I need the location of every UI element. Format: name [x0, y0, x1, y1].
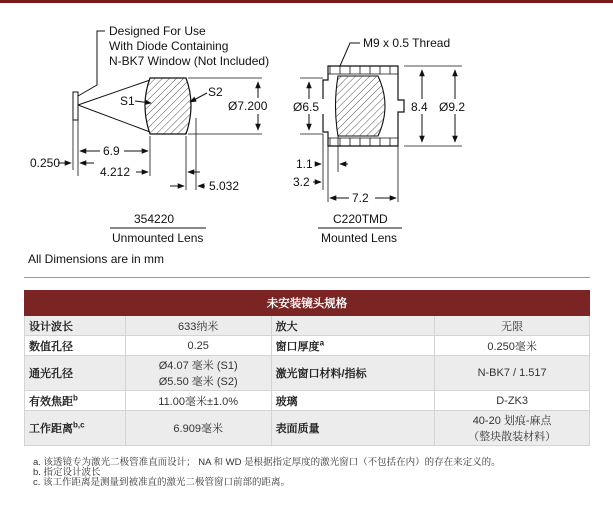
row-4-label-1: 有效焦距$^b$	[25, 391, 126, 411]
part-number-unmounted: 354220	[134, 212, 175, 226]
note-leader	[78, 31, 105, 96]
all-dimensions-note: All Dimensions are in mm	[28, 252, 165, 266]
dim-1-1-label: 1.1	[296, 157, 313, 171]
dia-9-2-label: Ø9.2	[439, 100, 466, 114]
dim-7-2-label: 7.2	[352, 191, 369, 205]
s1-label: S1	[120, 94, 135, 108]
dim-5-032: 5.032	[209, 179, 240, 193]
diode-window	[73, 92, 78, 120]
row-1-value-1: 633纳米	[125, 316, 271, 336]
spec-table	[24, 290, 590, 446]
aspheric-lens	[145, 78, 191, 134]
note-line-2: With Diode Containing	[109, 39, 229, 53]
dim-8-4-label: 8.4	[411, 100, 428, 114]
part-number-mounted: C220TMD	[333, 212, 388, 226]
footnote-c: c. 该工作距离是测量到被准直的激光二极管窗口前部的距离。	[33, 477, 291, 488]
row-3-value-1: Ø4.07 毫米 (S1) Ø5.50 毫米 (S2)	[125, 356, 271, 391]
row-4-value-1: 11.00毫米±1.0%	[125, 391, 271, 411]
row-1-value-2: 无限	[435, 316, 590, 336]
spec-table-title: 未安装镜头规格	[25, 291, 590, 316]
dim-3-2-label: 3.2	[293, 175, 310, 189]
row-1-label-1: 设计波长	[25, 316, 126, 336]
caption-unmounted: Unmounted Lens	[112, 231, 204, 245]
row-1-label-2: 放大	[271, 316, 435, 336]
row-2-label-2: 窗口厚度$^a$	[271, 336, 435, 356]
table-row	[25, 356, 590, 391]
row-4-label-2: 玻璃	[271, 391, 435, 411]
table-row	[25, 391, 590, 411]
row-2-label-1: 数值孔径	[25, 336, 126, 356]
footnote-b: b. 指定设计波长	[33, 467, 101, 478]
caption-mounted: Mounted Lens	[321, 231, 398, 245]
row-3-value-2: N-BK7 / 1.517	[435, 356, 590, 391]
row-3-label-1: 通光孔径	[25, 356, 126, 391]
note-line-1: Designed For Use	[109, 24, 206, 38]
row-5-value-1: 6.909毫米	[125, 411, 271, 446]
thread-label: M9 x 0.5 Thread	[363, 36, 451, 50]
row-3-label-2: 激光窗口材料/指标	[271, 356, 435, 391]
lens-diameter-label: Ø7.200	[228, 99, 268, 113]
table-row	[25, 316, 590, 336]
section-divider	[24, 277, 590, 278]
row-2-value-2: 0.250毫米	[435, 336, 590, 356]
s2-label: S2	[208, 85, 223, 99]
row-5-label-2: 表面质量	[271, 411, 435, 446]
mounted-lens-element	[336, 76, 386, 136]
light-cone	[78, 80, 150, 132]
footnotes	[33, 458, 501, 488]
thread-leader	[340, 43, 360, 66]
dim-4-212: 4.212	[100, 165, 131, 179]
dim-0-250: 0.250	[30, 156, 61, 170]
row-2-value-1: 0.25	[125, 336, 271, 356]
lens-technical-drawing	[0, 0, 613, 252]
row-5-label-1: 工作距离$^{b,c}$	[25, 411, 126, 446]
table-row	[25, 411, 590, 446]
row-4-value-2: D-ZK3	[435, 391, 590, 411]
row-5-value-2: 40-20 划痕-麻点 （整块散装材料）	[435, 411, 590, 446]
note-line-3: N-BK7 Window (Not Included)	[109, 54, 270, 68]
footnote-a: a. 该透镜专为激光二极管准直而设计； NA 和 WD 是根据指定厚度的激光窗口（不包括在内）的存在来定义的。	[33, 457, 501, 468]
dia-6-5-label: Ø6.5	[293, 100, 320, 114]
table-row	[25, 336, 590, 356]
dim-6-9: 6.9	[103, 144, 120, 158]
